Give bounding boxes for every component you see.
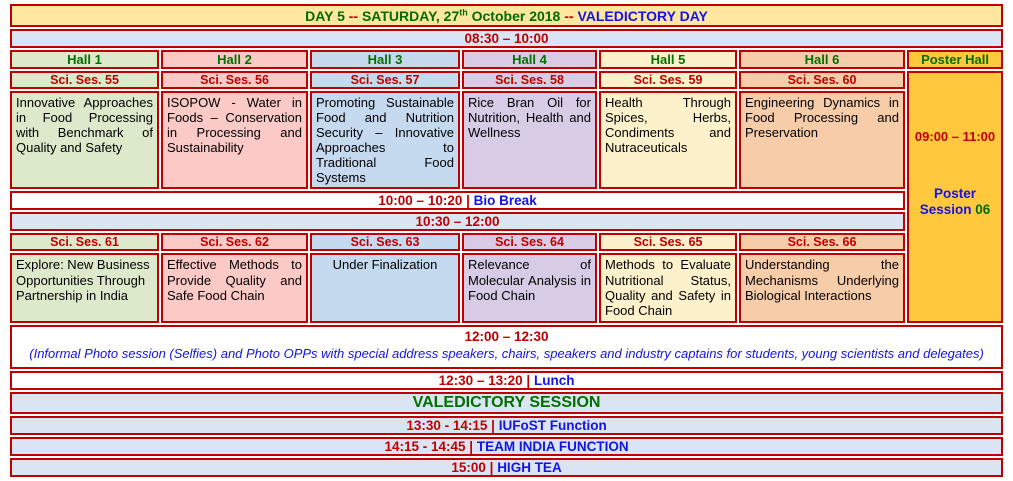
- topic-sci-ses-66: Understanding the Mechanisms Underlying Biological Interactions: [739, 253, 905, 323]
- timeslot-1030-1200: 10:30 – 12:00: [10, 212, 905, 231]
- sci-ses-60-label: Sci. Ses. 60: [739, 71, 905, 89]
- poster-session-time: 09:00 – 11:00: [914, 129, 996, 144]
- topic-sci-ses-57: Promoting Sustainable Food and Nutrition Security – Innovative Approaches to Traditional Food Systems: [310, 91, 460, 189]
- title-dash-1: --: [348, 7, 359, 24]
- bio-break-separator: |: [466, 193, 470, 209]
- lunch-row: [10, 371, 1003, 390]
- session2-ses-row: [10, 233, 1003, 251]
- iufost-separator: |: [491, 417, 495, 433]
- photo-session-note: (Informal Photo session (Selfies) and Photo OPPs with special address speakers, chairs, speakers and industry captains for students, young scientists and delegates): [29, 346, 984, 362]
- day-title-row: [10, 4, 1003, 27]
- team-india-function-row: [10, 437, 1003, 456]
- day-label: DAY 5: [305, 7, 345, 24]
- hall-1-header: Hall 1: [10, 50, 159, 69]
- topic-sci-ses-64: Relevance of Molecular Analysis in Food Chain: [462, 253, 597, 323]
- bio-break-label: Bio Break: [473, 193, 537, 209]
- bio-break-time: 10:00 – 10:20: [378, 193, 463, 209]
- sci-ses-66-label: Sci. Ses. 66: [739, 233, 905, 251]
- lunch-label: Lunch: [533, 372, 575, 388]
- iufost-time: 13:30 - 14:15: [406, 417, 488, 433]
- valedictory-day-label: VALEDICTORY DAY: [577, 7, 708, 24]
- team-india-separator: |: [469, 438, 474, 454]
- iufost-label: IUFoST Function: [498, 417, 607, 433]
- topic-sci-ses-55: Innovative Approaches in Food Processing with Benchmark of Quality and Safety: [10, 91, 159, 189]
- topic-sci-ses-63: Under Finalization: [310, 253, 460, 323]
- topic-sci-ses-56: ISOPOW - Water in Foods – Conservation in Processing and Sustainability: [161, 91, 308, 189]
- topic-sci-ses-62: Effective Methods to Provide Quality and Safe Food Chain: [161, 253, 308, 323]
- topic-sci-ses-61: Explore: New Business Opportunities Through Partnership in India: [10, 253, 159, 323]
- iufost-function-row: [10, 416, 1003, 435]
- sci-ses-58-label: Sci. Ses. 58: [462, 71, 597, 89]
- sci-ses-61-label: Sci. Ses. 61: [10, 233, 159, 251]
- poster-session-number: 06: [975, 202, 991, 218]
- sci-ses-55-label: Sci. Ses. 55: [10, 71, 159, 89]
- team-india-label: TEAM INDIA FUNCTION: [476, 438, 629, 454]
- lunch-separator: |: [526, 372, 531, 388]
- high-tea-row: [10, 458, 1003, 477]
- team-india-time: 14:15 - 14:45: [384, 438, 466, 454]
- sci-ses-57-label: Sci. Ses. 57: [310, 71, 460, 89]
- sci-ses-65-label: Sci. Ses. 65: [599, 233, 737, 251]
- hall-6-header: Hall 6: [739, 50, 905, 69]
- hall-3-header: Hall 3: [310, 50, 460, 69]
- hall-header-row: [10, 50, 1003, 69]
- poster-session-label: Poster Session 06: [919, 186, 991, 218]
- photo-session-row: [10, 325, 1003, 368]
- hall-2-header: Hall 2: [161, 50, 308, 69]
- poster-hall-header: Poster Hall: [907, 50, 1003, 69]
- topic-sci-ses-58: Rice Bran Oil for Nutrition, Health and Wellness: [462, 91, 597, 189]
- poster-session-cell: [907, 71, 1003, 323]
- schedule-table: [8, 2, 1005, 479]
- hall-4-header: Hall 4: [462, 50, 597, 69]
- photo-session-time: 12:00 – 12:30: [464, 329, 549, 345]
- session2-topic-row: [10, 253, 1003, 323]
- timeslot-0830-1000: 08:30 – 10:00: [10, 29, 1003, 48]
- high-tea-separator: |: [489, 459, 494, 475]
- title-dash-2: --: [564, 7, 574, 24]
- high-tea-time: 15:00: [451, 459, 486, 475]
- session1-topic-row: [10, 91, 1003, 189]
- date-label: SATURDAY, 27th October 2018: [361, 6, 561, 24]
- high-tea-label: HIGH TEA: [497, 459, 562, 475]
- sci-ses-64-label: Sci. Ses. 64: [462, 233, 597, 251]
- sci-ses-56-label: Sci. Ses. 56: [161, 71, 308, 89]
- topic-sci-ses-59: Health Through Spices, Herbs, Condiments and Nutraceuticals: [599, 91, 737, 189]
- sci-ses-63-label: Sci. Ses. 63: [310, 233, 460, 251]
- hall-5-header: Hall 5: [599, 50, 737, 69]
- sci-ses-59-label: Sci. Ses. 59: [599, 71, 737, 89]
- topic-sci-ses-65: Methods to Evaluate Nutritional Status, Quality and Safety in Food Chain: [599, 253, 737, 323]
- session1-ses-row: [10, 71, 1003, 89]
- sci-ses-62-label: Sci. Ses. 62: [161, 233, 308, 251]
- lunch-time: 12:30 – 13:20: [438, 372, 523, 388]
- bio-break-row: [10, 191, 905, 210]
- valedictory-session-heading: VALEDICTORY SESSION: [10, 392, 1003, 414]
- topic-sci-ses-60: Engineering Dynamics in Food Processing and Preservation: [739, 91, 905, 189]
